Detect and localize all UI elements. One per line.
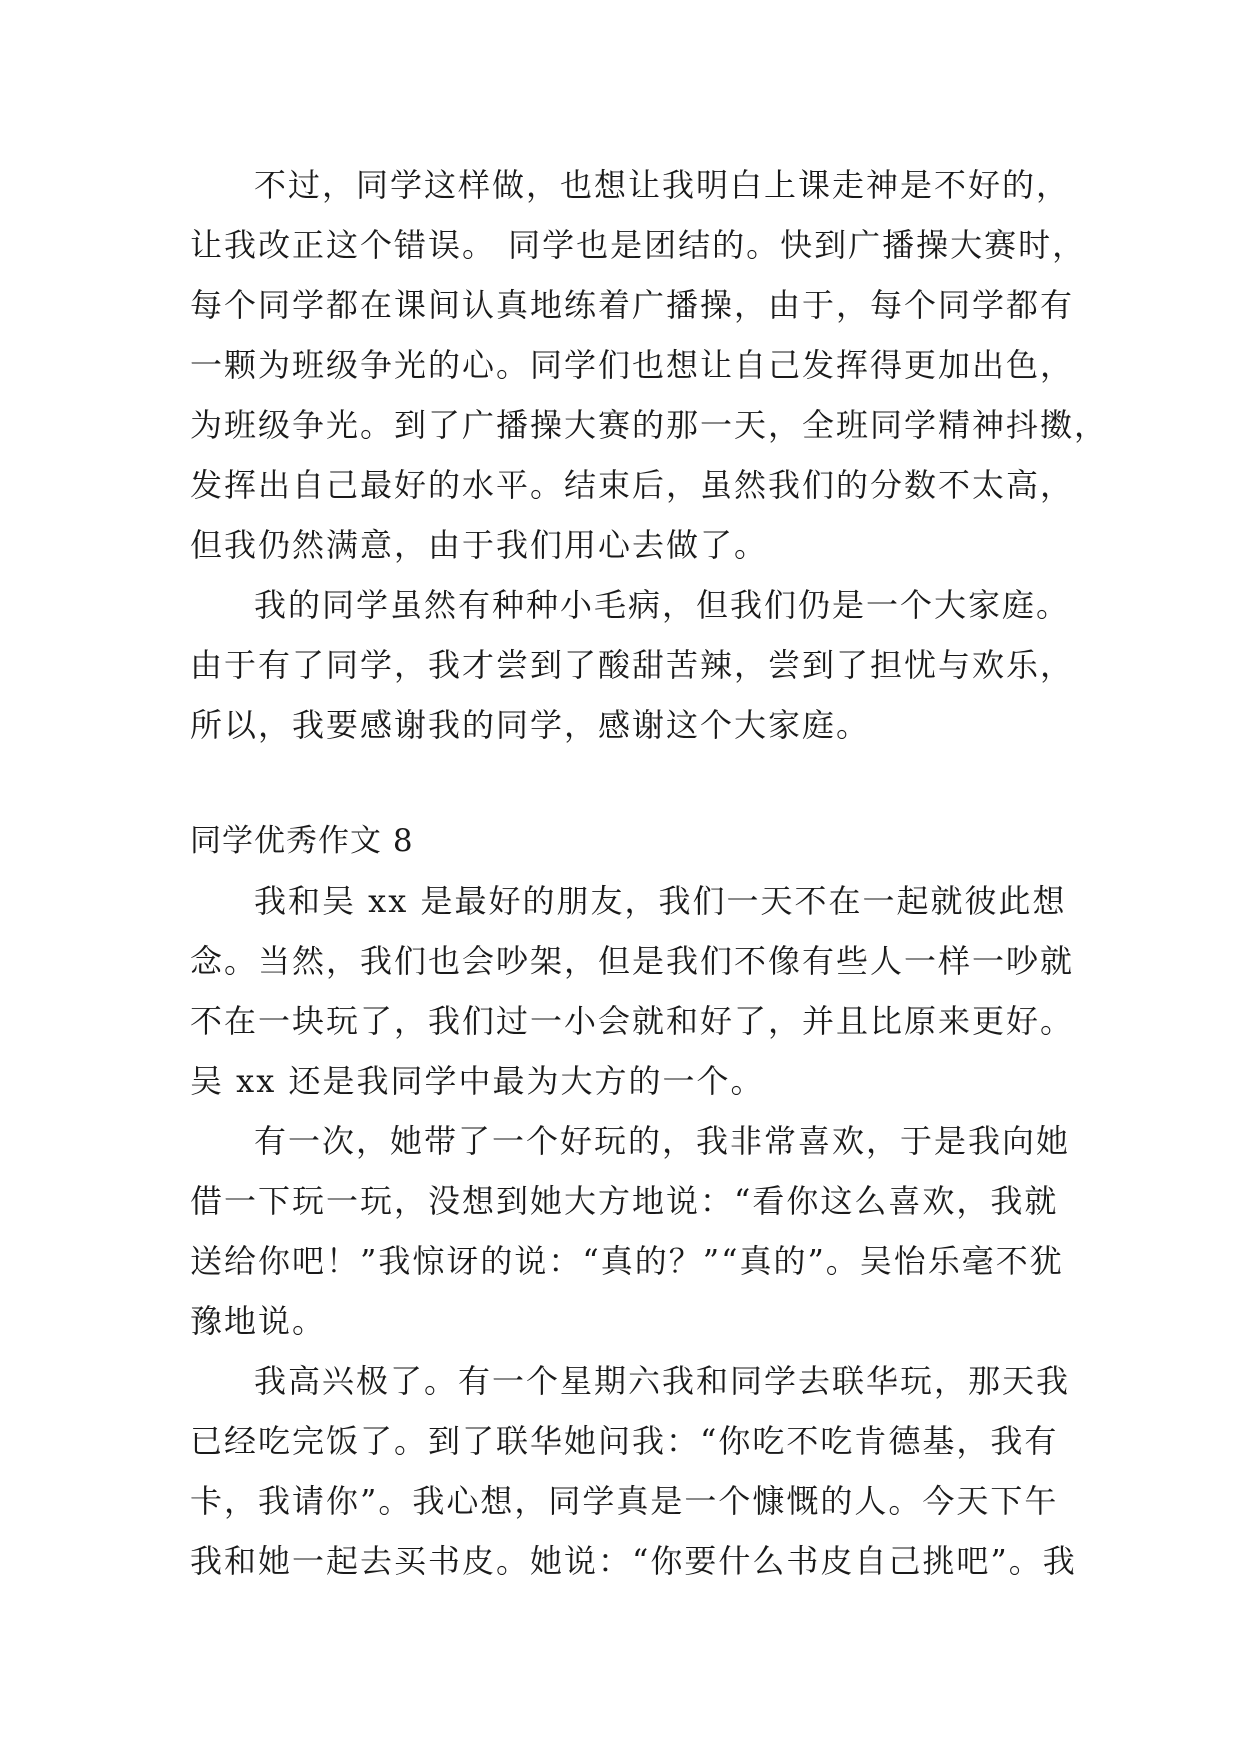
- text-line: 我和吴 xx 是最好的朋友，我们一天不在一起就彼此想: [254, 882, 1067, 920]
- text-line: 不过，同学这样做，也想让我明白上课走神是不好的，: [254, 166, 1071, 204]
- paragraph: [190, 1111, 1070, 1351]
- text-line: 不在一块玩了，我们过一小会就和好了，并且比原来更好。: [190, 1002, 1075, 1040]
- document-body: [190, 155, 1109, 1591]
- text-line: 送给你吧！”我惊讶的说：“真的？”“真的”。吴怡乐毫不犹: [190, 1242, 1064, 1280]
- text-line: 已经吃完饭了。到了联华她问我：“你吃不吃肯德基，我有: [190, 1422, 1059, 1460]
- text-line: 我和她一起去买书皮。她说：“你要什么书皮自己挑吧”。我: [190, 1542, 1077, 1580]
- text-line: 有一次，她带了一个好玩的，我非常喜欢，于是我向她: [254, 1122, 1071, 1160]
- text-line: 一颗为班级争光的心。同学们也想让自己发挥得更加出色，: [190, 346, 1075, 384]
- text-line: 由于有了同学，我才尝到了酸甜苦辣，尝到了担忧与欢乐，: [190, 646, 1075, 684]
- text-line: 吴 xx 还是我同学中最为大方的一个。: [190, 1062, 765, 1100]
- text-line: 所以，我要感谢我的同学，感谢这个大家庭。: [190, 706, 871, 744]
- section-heading: 同学优秀作文 8: [190, 823, 414, 859]
- text-line: 豫地说。: [190, 1302, 327, 1340]
- paragraph: [190, 575, 1075, 755]
- text-line: 让我改正这个错误。 同学也是团结的。快到广播操大赛时，: [190, 226, 1087, 264]
- text-line: 为班级争光。到了广播操大赛的那一天，全班同学精神抖擞，: [190, 406, 1109, 444]
- text-line: 我的同学虽然有种种小毛病，但我们仍是一个大家庭。: [254, 586, 1071, 624]
- text-line: 借一下玩一玩，没想到她大方地说：“看你这么喜欢，我就: [190, 1182, 1059, 1220]
- paragraph: [190, 871, 1075, 1111]
- paragraph: [190, 155, 1109, 575]
- text-line: 我高兴极了。有一个星期六我和同学去联华玩，那天我: [254, 1362, 1071, 1400]
- text-line: 每个同学都在课间认真地练着广播操，由于，每个同学都有: [190, 286, 1075, 324]
- paragraph: [190, 1351, 1077, 1591]
- text-line: 发挥出自己最好的水平。结束后，虽然我们的分数不太高，: [190, 466, 1075, 504]
- text-line: 但我仍然满意，由于我们用心去做了。: [190, 526, 769, 564]
- text-line: 卡，我请你”。我心想，同学真是一个慷慨的人。今天下午: [190, 1482, 1059, 1520]
- text-line: 念。当然，我们也会吵架，但是我们不像有些人一样一吵就: [190, 942, 1075, 980]
- section-spacer: [190, 755, 1070, 811]
